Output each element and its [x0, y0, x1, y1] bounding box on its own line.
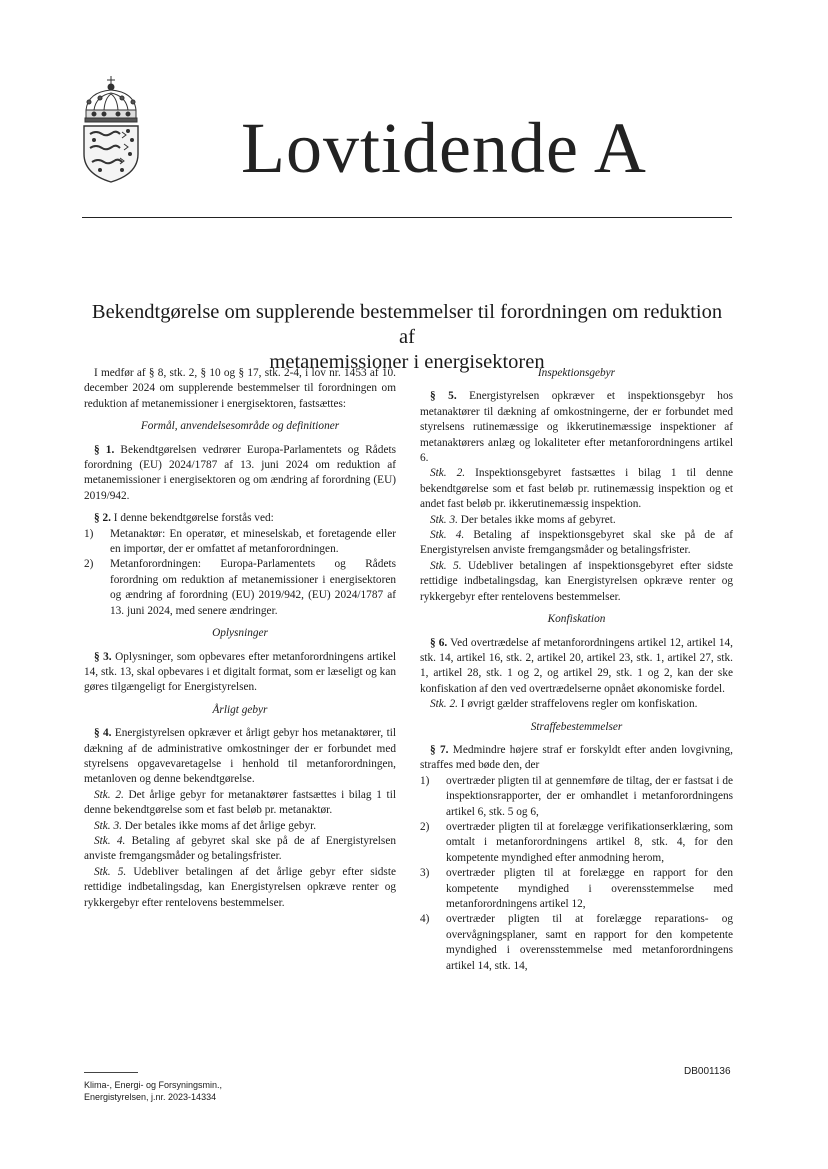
stk-text: Betaling af gebyret skal ske på de af Energistyrelsen anviste fremgangsmåder og betalingsfrister.	[84, 834, 396, 863]
list-item	[84, 527, 396, 558]
section-number: § 7.	[430, 743, 449, 756]
section-heading-oplysninger: Oplysninger	[212, 627, 268, 640]
stk-text: Der betales ikke moms af det årlige gebyr.	[121, 819, 317, 832]
section-text: Energistyrelsen opkræver et inspektionsgebyr hos metanaktører til dækning af omkostningerne, der er forbundet med styrelsens rutinemæssige og ikkerutinemæssige inspektioner af metanaktørers anlæg og lokaliteter efter metanforordningens artikel 6.	[420, 390, 733, 465]
list-text: overtræder pligten til at forelægge reparations- og overvågningsplaner, samt en rapport for den kompetente myndighed i overensstemmelse med metanforordningens artikel 14, stk. 14,	[446, 913, 733, 972]
list-text: Metanaktør: En operatør, et mineselskab, et foretagende eller en importør, der er omfattet af metanforordningen.	[110, 527, 396, 556]
list-item	[420, 774, 733, 820]
section-number: § 3.	[94, 650, 112, 663]
stk-text: Betaling af inspektionsgebyret skal ske på de af Energistyrelsen anviste fremgangsmåder og betalingsfrister.	[420, 529, 733, 557]
stk-paragraph	[420, 559, 733, 605]
stk-text: Inspektionsgebyret fastsættes i bilag 1 til denne bekendtgørelse som et fast beløb pr. rutinemæssig inspektion og et andet fast beløb pr. ikkerutinemæssig inspektion.	[420, 467, 733, 511]
stk-text: Udebliver betalingen af inspektionsgebyret efter sidste rettidige indbetalingsdag, kan Energistyrelsen opkræve renter og rykkergebyr efter rentelovens bestemmelser.	[420, 559, 733, 603]
section-number: § 2.	[94, 512, 111, 525]
section-text: Bekendtgørelsen vedrører Europa-Parlamentets og Rådets forordning (EU) 2024/1787 af 13. juni 2024 om reduktion af metanemissioner i energisektoren og om ændring af forordning (EU) 2019/942.	[84, 443, 396, 502]
stk-label: Stk. 4.	[430, 529, 465, 542]
section-number: § 6.	[430, 636, 448, 649]
stk-text: Det årlige gebyr for metanaktører fastsættes i bilag 1 til denne bekendtgørelse som et fast beløb pr. metanaktør.	[84, 788, 396, 817]
stk-label: Stk. 3.	[430, 513, 458, 526]
paragraph-7	[420, 743, 733, 774]
section-number: § 5.	[430, 390, 457, 403]
section-heading-formaal: Formål, anvendelsesområde og definitioner	[140, 420, 340, 433]
paragraph-1	[84, 443, 396, 505]
list-text: Metanforordningen: Europa-Parlamentets og Rådets forordning om reduktion af metanemissioner i energisektoren og ændring af forordning (EU) 2019/942, (EU) 2024/1787 af 13. juni 2024, med senere ændringer.	[110, 558, 396, 617]
section-text: Energistyrelsen opkræver et årligt gebyr hos metanaktører, til dækning af de administrative omkostninger der er forbundet med styrelsens opgavevaretagelse i henhold til metanforordningen, metanloven og denne bekendtgørelse.	[84, 727, 396, 786]
stk-label: Stk. 5.	[94, 865, 127, 878]
footer-note	[84, 1079, 222, 1103]
document-title-line-1: Bekendtgørelse om supplerende bestemmelser til forordningen om reduktion af	[91, 301, 723, 348]
stk-paragraph	[84, 865, 396, 911]
section-text: Ved overtrædelse af metanforordningens artikel 12, artikel 14, stk. 14, artikel 16, stk. 2, artikel 20, artikel 23, stk. 1, artikel 27, stk. 1, artikel 28, stk. 1 og 2, og artikel 29, stk. 1 og 2, kan der ske konfiskation af den ved overtrædelserne opnået økonomiske fordel.	[420, 636, 733, 695]
stk-label: Stk. 3.	[94, 819, 122, 832]
list-text: overtræder pligten til at gennemføre de tiltag, der er fastsat i de inspektionsrapporter, der er omhandlet i metanforordningens artikel 6, stk. 5 og 6,	[446, 774, 733, 818]
stk-paragraph	[420, 528, 733, 559]
paragraph-3	[84, 650, 396, 696]
list-item	[420, 820, 733, 866]
stk-paragraph	[84, 834, 396, 865]
list-number: 2)	[84, 558, 94, 571]
paragraph-4	[84, 726, 396, 788]
paragraph-5	[420, 389, 733, 466]
list-text: overtræder pligten til at forelægge verifikationserklæring, som omtalt i metanforordningens artikel 8, stk. 4, for den kompetente myndighed efter anmodning herom,	[446, 820, 733, 864]
list-number: 3)	[420, 867, 430, 880]
stk-label: Stk. 2.	[430, 698, 458, 711]
list-number: 4)	[420, 913, 430, 926]
stk-text: I øvrigt gælder straffelovens regler om konfiskation.	[457, 698, 698, 711]
paragraph-2	[84, 511, 396, 526]
preamble: I medfør af § 8, stk. 2, § 10 og § 17, stk. 2-4, i lov nr. 1453 af 10. december 2024 om supplerende bestemmelser til forordningen om reduktion af metanemissioner i energisektoren, fastsættes:	[84, 367, 396, 410]
footnote-rule	[84, 1072, 138, 1073]
list-number: 1)	[420, 774, 430, 787]
stk-paragraph	[420, 697, 733, 712]
list-item	[420, 866, 733, 912]
document-id: DB001136	[684, 1066, 731, 1077]
footer-line-1: Klima-, Energi- og Forsyningsmin.,	[84, 1080, 223, 1090]
stk-paragraph	[84, 819, 396, 834]
section-heading-inspektionsgebyr: Inspektionsgebyr	[537, 367, 616, 379]
document-title-line-2: metanemissioner i energisektoren	[269, 351, 545, 373]
section-text: Medmindre højere straf er forskyldt efter anden lovgivning, straffes med bøde den, der	[420, 743, 734, 772]
masthead-title: Lovtidende A	[241, 108, 647, 188]
list-item	[84, 557, 396, 619]
stk-label: Stk. 2.	[94, 788, 124, 801]
right-column	[420, 366, 733, 974]
stk-paragraph	[84, 788, 396, 819]
left-column	[84, 366, 396, 911]
stk-text: Udebliver betalingen af det årlige gebyr efter sidste rettidige indbetalingsdag, kan Energistyrelsen opkræve renter og rykkergebyr efter rentelovens bestemmelser.	[84, 865, 396, 909]
document-title	[82, 300, 732, 375]
stk-label: Stk. 2.	[430, 467, 466, 480]
section-text: I denne bekendtgørelse forstås ved:	[110, 512, 274, 525]
stk-paragraph	[420, 513, 733, 528]
list-number: 1)	[84, 527, 94, 540]
list-number: 2)	[420, 820, 430, 833]
stk-text: Der betales ikke moms af gebyret.	[457, 513, 616, 526]
coat-of-arms-icon	[80, 76, 142, 184]
footer-line-2: Energistyrelsen, j.nr. 2023-14334	[84, 1092, 217, 1102]
paragraph-6	[420, 636, 733, 698]
section-text: Oplysninger, som opbevares efter metanforordningens artikel 14, stk. 13, skal opbevares i et digitalt format, som er læseligt og kan gøres tilgængeligt for Energistyrelsen.	[84, 650, 396, 694]
header-rule	[82, 217, 732, 218]
list-text: overtræder pligten til at forelægge en rapport for den kompetente myndighed i overensstemmelse med metanforordningens artikel 12,	[446, 867, 733, 910]
stk-label: Stk. 5.	[430, 559, 462, 572]
section-number: § 1.	[94, 443, 115, 456]
section-heading-straffebestemmelser: Straffebestemmelser	[530, 720, 623, 733]
stk-paragraph	[420, 466, 733, 512]
section-heading-konfiskation: Konfiskation	[547, 613, 606, 626]
section-heading-aarligt-gebyr: Årligt gebyr	[212, 703, 268, 716]
stk-label: Stk. 4.	[94, 834, 126, 847]
section-number: § 4.	[94, 727, 112, 740]
list-item	[420, 912, 733, 974]
